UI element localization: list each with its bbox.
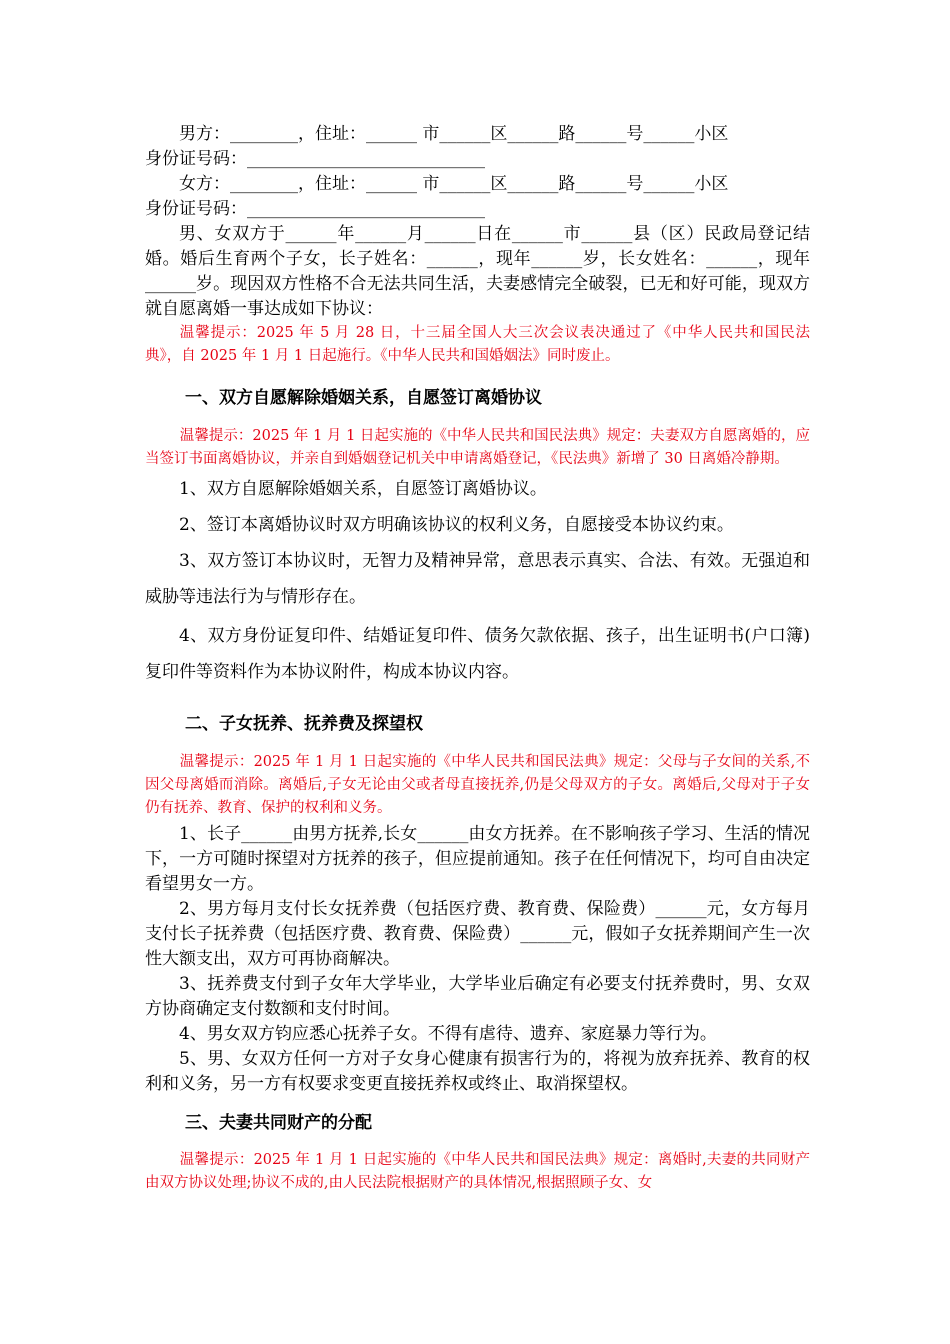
section2-tip: 温馨提示：2025 年 1 月 1 日起实施的《中华人民共和国民法典》规定：父母与子女间的关系,不因父母离婚而消除。离婚后,子女无论由父或者母直接抚养,仍是父母双方的子女。离婚后,父母对于子女仍有抚养、教育、保护的权利和义务。 [145, 754, 810, 816]
woman-info: 女方：________，住址：______ 市______区______路______号______小区 [179, 174, 729, 194]
section2-item-1: 1、长子______由男方抚养,长女______由女方抚养。在不影响孩子学习、生活的情况下，一方可随时探望对方抚养的孩子，但应提前通知。孩子在任何情况下，均可自由决定看望男女一方。 [145, 824, 810, 894]
section2-item-2: 2、男方每月支付长女抚养费（包括医疗费、教育费、保险费）______元，女方每月支付长子抚养费（包括医疗费、教育费、保险费）______元，假如子女抚养期间产生一次性大额支出，双方可再协商解决。 [145, 899, 810, 969]
section2-heading: 二、子女抚养、抚养费及探望权 [185, 714, 423, 734]
section1-heading: 一、双方自愿解除婚姻关系，自愿签订离婚协议 [185, 388, 542, 408]
section2-item-5: 5、男、女双方任何一方对子女身心健康有损害行为的，将视为放弃抚养、教育的权利和义务，另一方有权要求变更直接抚养权或终止、取消探望权。 [145, 1049, 810, 1094]
intro-tip: 温馨提示：2025 年 5 月 28 日，十三届全国人大三次会议表决通过了《中华人民共和国民法典》，自 2025 年 1 月 1 日起施行。《中华人民共和国婚姻法》同时废止。 [145, 325, 810, 364]
agreement-document [145, 122, 810, 1195]
section1-item-2: 2、签订本离婚协议时双方明确该协议的权利义务，自愿接受本协议约束。 [179, 515, 734, 535]
man-id: 身份证号码：____________________________ [145, 149, 485, 169]
section1-item-4: 4、双方身份证复印件、结婚证复印件、债务欠款依据、孩子，出生证明书(户口簿)复印件等资料作为本协议附件，构成本协议内容。 [145, 626, 810, 682]
section1-item-3: 3、双方签订本协议时，无智力及精神异常，意思表示真实、合法、有效。无强迫和威胁等违法行为与情形存在。 [145, 551, 810, 607]
section2-item-4: 4、男女双方钧应悉心抚养子女。不得有虐待、遗弃、家庭暴力等行为。 [179, 1024, 717, 1044]
section2-item-3: 3、抚养费支付到子女年大学毕业，大学毕业后确定有必要支付抚养费时，男、女双方协商确定支付数额和支付时间。 [145, 974, 810, 1019]
marriage-statement: 男、女双方于______年______月______日在______市______县（区）民政局登记结婚。婚后生育两个子女，长子姓名：______，现年______岁，长女姓名：______，现年______岁。现因双方性格不合无法共同生活，夫妻感情完全破裂，已无和好可能，现双方就自愿离婚一事达成如下协议： [145, 224, 810, 319]
section3-heading: 三、夫妻共同财产的分配 [185, 1113, 372, 1133]
section1-tip: 温馨提示：2025 年 1 月 1 日起实施的《中华人民共和国民法典》规定：夫妻双方自愿离婚的，应当签订书面离婚协议，并亲自到婚姻登记机关中申请离婚登记，《民法典》新增了 30 日离婚冷静期。 [145, 428, 810, 467]
woman-id: 身份证号码：____________________________ [145, 199, 485, 219]
man-info: 男方：________，住址：______ 市______区______路______号______小区 [179, 124, 729, 144]
section3-tip: 温馨提示：2025 年 1 月 1 日起实施的《中华人民共和国民法典》规定：离婚时,夫妻的共同财产由双方协议处理;协议不成的,由人民法院根据财产的具体情况,根据照顾子女、女 [145, 1152, 810, 1191]
section1-item-1: 1、双方自愿解除婚姻关系，自愿签订离婚协议。 [179, 479, 547, 499]
